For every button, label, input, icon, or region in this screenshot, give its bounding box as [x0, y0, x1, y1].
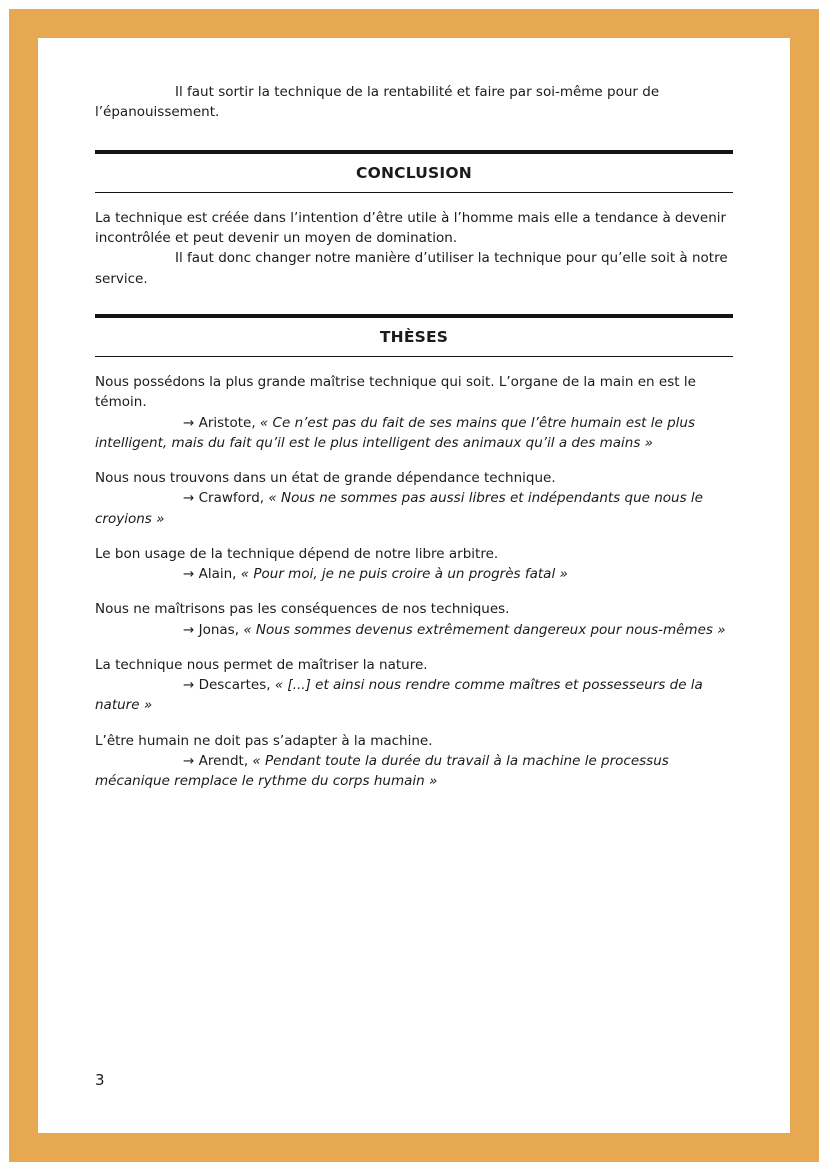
thesis-claim: Nous possédons la plus grande maîtrise technique qui soit. L’organe de la main en est le témoin. — [95, 374, 696, 411]
thesis-item — [95, 372, 733, 453]
thesis-item — [95, 599, 733, 640]
arrow-icon: → — [183, 490, 195, 507]
section-title-theses: THÈSES — [379, 327, 449, 346]
thesis-attribution — [95, 413, 733, 454]
thesis-item — [95, 655, 733, 716]
thesis-quote: « Nous sommes devenus extrêmement dangereux pour nous-mêmes » — [243, 621, 726, 638]
page-frame — [9, 9, 819, 1162]
thesis-author: Jonas, — [198, 621, 240, 638]
section-title-conclusion: CONCLUSION — [356, 163, 472, 182]
thesis-quote: « Pendant toute la durée du travail à la machine le processus mécanique remplace le rythme du corps humain » — [95, 752, 669, 789]
thesis-attribution — [95, 564, 733, 584]
section-header-conclusion — [95, 150, 733, 193]
thesis-quote: « Ce n’est pas du fait de ses mains que l’être humain est le plus intelligent, mais du fait qu’il est le plus intelligent des animaux qu’il a des mains » — [95, 414, 695, 451]
thesis-author: Arendt, — [198, 752, 249, 769]
page-spacer — [95, 806, 733, 1068]
thesis-attribution — [95, 751, 733, 792]
conclusion-paragraph: La technique est créée dans l’intention d’être utile à l’homme mais elle a tendance à devenir incontrôlée et peut devenir un moyen de domination. — [95, 209, 727, 246]
arrow-icon: → — [183, 414, 195, 431]
section-header-theses — [95, 314, 733, 357]
thesis-attribution — [95, 675, 733, 716]
conclusion-addendum: Il faut donc changer notre manière d’utiliser la technique pour qu’elle soit à notre service. — [95, 250, 728, 287]
thesis-attribution — [95, 488, 733, 529]
thesis-author: Crawford, — [198, 490, 265, 507]
thesis-quote: « Pour moi, je ne puis croire à un progrès fatal » — [240, 566, 568, 582]
theses-list — [95, 372, 733, 806]
thesis-claim: Nous ne maîtrisons pas les conséquences de nos techniques. — [95, 601, 510, 618]
thesis-author: Aristote, — [198, 414, 256, 431]
thesis-claim: Le bon usage de la technique dépend de notre libre arbitre. — [95, 545, 499, 562]
thesis-item — [95, 468, 733, 529]
thesis-claim: La technique nous permet de maîtriser la nature. — [95, 656, 428, 673]
page-number: 3 — [95, 1070, 105, 1089]
thesis-author: Descartes, — [198, 677, 271, 693]
thesis-claim: L’être humain ne doit pas s’adapter à la machine. — [95, 732, 433, 749]
thesis-claim: Nous nous trouvons dans un état de grande dépendance technique. — [95, 470, 556, 486]
intro-note: Il faut sortir la technique de la rentabilité et faire par soi-même pour de l’épanouissement. — [95, 84, 660, 121]
arrow-icon: → — [183, 677, 195, 693]
thesis-attribution — [95, 620, 733, 640]
conclusion-body — [95, 208, 733, 289]
thesis-author: Alain, — [198, 566, 237, 582]
thesis-item — [95, 544, 733, 585]
arrow-icon: → — [183, 752, 195, 769]
thesis-item — [95, 731, 733, 792]
thesis-quote: « [...] et ainsi nous rendre comme maîtres et possesseurs de la nature » — [95, 677, 703, 714]
document-page — [38, 38, 790, 1133]
thesis-quote: « Nous ne sommes pas aussi libres et indépendants que nous le croyions » — [95, 490, 703, 527]
arrow-icon: → — [183, 566, 195, 582]
arrow-icon: → — [183, 621, 195, 638]
